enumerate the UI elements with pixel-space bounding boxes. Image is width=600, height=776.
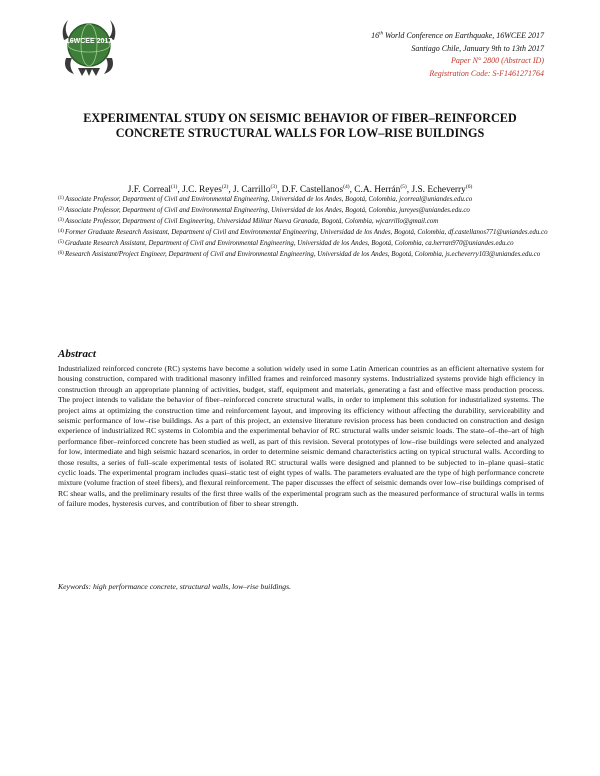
author-name: J.S. Echeverry: [411, 185, 466, 195]
conference-name: 16th World Conference on Earthquake, 16WCEE 2017: [371, 31, 544, 40]
author-number: (2): [221, 183, 229, 190]
author-number: (6): [465, 183, 473, 190]
affiliation-item: (6) Research Assistant/Project Engineer, Department of Civil and Environmental Engineering, Universidad de los Andes, Bogotá, Colombia, js.echeverry103@uniandes.edu.co: [58, 251, 541, 258]
author-number: (1): [170, 183, 178, 190]
paper-number: Paper N° 2800 (Abstract ID): [451, 56, 544, 66]
paper-title: EXPERIMENTAL STUDY ON SEISMIC BEHAVIOR OF FIBER–REINFORCED CONCRETE STRUCTURAL WALLS FOR LOW–RISE BUILDINGS: [83, 111, 517, 140]
author-name: J.C. Reyes: [182, 185, 222, 195]
conference-info: [371, 30, 544, 80]
author-name: J.F. Correal: [127, 185, 171, 195]
author-name: C.A. Herrán: [354, 185, 401, 195]
conference-location: Santiago Chile, January 9th to 13th 2017: [411, 43, 544, 53]
author-list: J.F. Correal$^{(1)}$, J.C. Reyes$^{(2)}$, J. Carrillo$^{(3)}$, D.F. Castellanos$^{(4)}$, C.A. Herrán$^{(5)}$, J.S. Echeverry$^{(6)}$: [127, 183, 473, 195]
author-name: J. Carrillo: [233, 185, 271, 195]
abstract-body: Industrialized reinforced concrete (RC) systems have become a solution widely used in some Latin American countries as an efficient alternative system for housing construction, compared with traditional masonry infilled frames and reinforced masonry systems. Industrialized systems provide high efficiency in construction through an appropriate planning of activities, budget, staff, equipment and materials, generating a fast and effective mass production process. The project intends to validate the behavior of fiber–reinforced concrete structural walls, in order to implement this solution for industrialized systems. The project aims at optimizing the construction time and reinforcement layout, and improving its efficiency without affecting the durability, serviceability and seismic performance of low–rise buildings. As a part of this project, an extensive literature revision process has been conducted on construction and design experience of industrialized RC systems in Colombia and the experimental behavior of RC structural walls under seismic loads. The state–of–the–art of high performance fiber–reinforced concrete has been studied as well, as part of this revision. Several prototypes of low–rise buildings were selected and analyzed for low, intermediate and high seismic hazard scenarios, in order to determine seismic demand characteristics acting on typical structural walls. According to those results, a series of full–scale experimental tests of isolated RC structural walls were designed and planned to be subjected to in–plane quasi–static cyclic loads. The experimental program includes quasi–static test of eight types of walls. The parameters evaluated are the type of high performance concrete mixture (volume fraction of steel fibers), and flexural reinforcement. The paper discusses the effect of seismic demands over low–rise buildings comprised of RC shear walls, and the preliminary results of the first three walls of the experimental program such as the measured performance of structural walls in terms of failure modes, hysteresis curves, and contribution of fiber to shear strength.: [58, 364, 544, 509]
keywords: Keywords: high performance concrete, structural walls, low–rise buildings.: [58, 582, 292, 591]
affiliations: [58, 196, 548, 262]
conference-logo: [58, 12, 120, 76]
author-name: D.F. Castellanos: [281, 185, 344, 195]
author-number: (4): [343, 183, 350, 190]
affiliation-item: (5) Graduate Research Assistant, Department of Civil and Environmental Engineering, Universidad de los Andes, Bogotá, Colombia, ca.herran970@uniandes.edu.co: [58, 240, 514, 247]
author-number: (3): [270, 183, 277, 190]
registration-code: Registration Code: S-F1461271764: [429, 68, 544, 78]
affiliation-item: (4) Former Graduate Research Assistant, Department of Civil and Environmental Engineering, Universidad de los Andes, Bogotá, Colombia, df.castellanos771@uniandes.edu.co: [58, 229, 548, 236]
affiliation-item: (2) Associate Professor, Department of Civil and Environmental Engineering, Universidad de los Andes, Bogotá, Colombia, jureyes@uniandes.edu.co: [58, 207, 470, 214]
abstract-heading: Abstract: [58, 348, 96, 360]
affiliation-item: (1) Associate Professor, Department of Civil and Environmental Engineering, Universidad de los Andes, Bogotá, Colombia, jcorreal@uniandes.edu.co: [58, 196, 473, 203]
author-number: (5): [400, 183, 407, 190]
affiliation-item: (3) Associate Professor, Department of Civil Engineering, Universidad Militar Nueva Granada, Bogotá, Colombia, wjcarrillo@gmail.com: [58, 218, 439, 225]
logo-text: 16WCEE 2017: [65, 38, 113, 45]
